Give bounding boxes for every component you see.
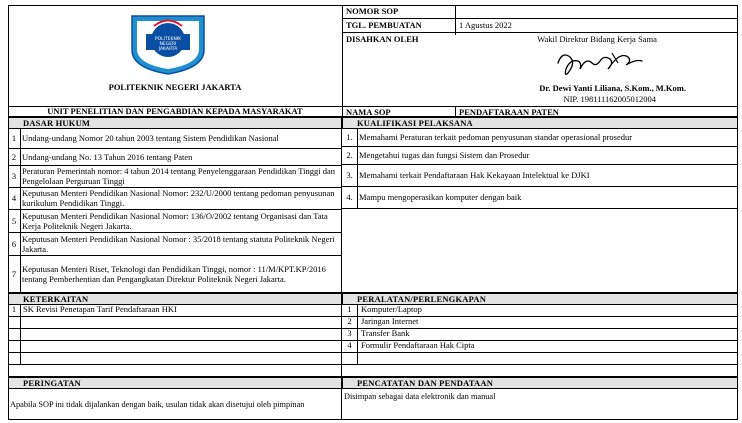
dasar_hukum-row: [8, 129, 342, 149]
peralatan-row-text: Formulir Pendaftaraan Hak Cipta: [361, 340, 475, 350]
nomor-sop-value: [456, 6, 736, 8]
peralatan-row-number: 4: [347, 340, 352, 350]
signer-name: Dr. Dewi Yanti Liliana, S.Kom., M.Kom.: [539, 83, 686, 93]
dasar_hukum-row-number: 3: [11, 171, 17, 182]
keterkaitan-table: [8, 305, 342, 377]
signature: [548, 47, 648, 84]
peralatan-header: PERALATAN/PERLENGKAPAN: [342, 293, 738, 305]
kualifikasi-row: [342, 165, 738, 187]
kualifikasi-row: [342, 147, 738, 165]
pencatatan-box: [342, 389, 738, 420]
tgl-pembuatan-label: TGL. PEMBUATAN: [346, 20, 422, 30]
dasar_hukum-row: [8, 149, 342, 166]
peringatan-box: [8, 389, 342, 420]
kualifikasi-row-text: Memahami terkait Pendaftaraan Hak Kekayaan Intelektual ke DJKI: [359, 170, 590, 181]
kualifikasi-row-text: Mengetahui tugas dan fungsi Sistem dan Prosedur: [359, 150, 530, 161]
dasar_hukum-row-number: 1: [11, 133, 17, 144]
logo-text-1: POLITEKNIK: [154, 37, 182, 42]
kualifikasi-row: [342, 129, 738, 147]
disahkan-oleh-label: DISAHKAN OLEH: [346, 34, 419, 44]
kualifikasi-row-text: Memahami Peraturan terkait pedoman penyusunan standar operasional prosedur: [359, 132, 633, 143]
nama-sop-label: NAMA SOP: [346, 107, 391, 117]
dasar_hukum-row-number: 7: [11, 268, 17, 279]
tgl-pembuatan-value: 1 Agustus 2022: [459, 20, 512, 30]
dasar_hukum-row-number: 4: [11, 193, 17, 204]
dasar_hukum-row: [8, 188, 342, 210]
peralatan-row-number: 2: [347, 316, 352, 326]
kualifikasi-row: [342, 187, 738, 209]
kualifikasi-table: [342, 129, 738, 293]
peringatan-text: Apabila SOP ini tidak dijalankan dengan baik, usulan tidak akan disetujui oleh pimpinan: [10, 400, 305, 409]
kualifikasi-row-number: 4.: [346, 192, 353, 203]
dasar_hukum-row-number: 5: [11, 215, 17, 226]
dasar_hukum-row-text: Keputusan Menteri Riset, Teknologi dan Pendidikan Tinggi, nomor : 11/M/KPT.KP/2016 tentang Pemberhentian dan Pengangkatan Direktur Politeknik Negeri Jakarta.: [22, 263, 326, 284]
dasar_hukum-row-text: Peraturan Pemerintah nomor: 4 tahun 2014 tentang Penyelenggaraan Pendidikan Tinggi dan Pengelolaan Perguruan Tinggi: [22, 166, 336, 186]
pencatatan-text: Disimpan sebagai data elektronik dan manual: [344, 392, 496, 401]
dasar-hukum-header: DASAR HUKUM: [8, 117, 342, 129]
keterkaitan-row-text: SK Revisi Penetapan Tarif Pendaftaraan HKI: [23, 304, 177, 314]
kualifikasi-row-number: 1.: [346, 132, 353, 143]
dasar_hukum-row: [8, 210, 342, 233]
peralatan-row-number: 3: [347, 328, 352, 338]
dasar_hukum-row-text: Keputusan Menteri Pendidikan Nasional Nomor : 35/2018 tentang statuta Politeknik Negeri Jakarta.: [22, 233, 335, 254]
kualifikasi-row-number: 3.: [346, 170, 353, 181]
dasar_hukum-row-number: 6: [11, 238, 17, 249]
logo-text-2: NEGERI: [159, 42, 177, 47]
peralatan-row-text: Transfer Bank: [361, 328, 410, 338]
peralatan-row-text: Komputer/Laptop: [361, 304, 422, 314]
institution-logo: [126, 10, 210, 76]
dasar_hukum-row-number: 2: [11, 151, 17, 162]
dasar_hukum-row: [8, 233, 342, 256]
hline-1: [342, 18, 738, 19]
dasar_hukum-row-text: Keputusan Menteri Pendidikan Nasional Nomor: 232/U/2000 tentang pedoman penyusunan kurikulum Pendidikan Tinggi.: [22, 188, 335, 208]
dasar_hukum-row: [8, 256, 342, 293]
logo-text-3: JAKARTA: [158, 47, 178, 52]
kualifikasi-header: KUALIFIKASI PELAKSANA: [342, 117, 738, 129]
signer-title: Wakil Direktur Bidang Kerja Sama: [537, 34, 657, 44]
peralatan-row-number: 1: [347, 304, 352, 314]
nomor-sop-label: NOMOR SOP: [346, 6, 399, 16]
dasar_hukum-row-text: Undang-undang No. 13 Tahun 2016 tentang Paten: [22, 151, 193, 162]
pencatatan-header: PENCATATAN DAN PENDATAAN: [342, 377, 738, 389]
dasar-hukum-table: [8, 129, 342, 293]
peralatan-table: [342, 305, 738, 377]
peringatan-header: PERINGATAN: [8, 377, 342, 389]
dasar_hukum-row-text: Keputusan Menteri Pendidikan Nasional Nomor: 136/O/2002 tentang Organisasi dan Tata Kerja Politeknik Negeri Jakarta.: [22, 210, 328, 231]
peralatan-row-text: Jaringan Internet: [361, 316, 419, 326]
nama-sop-value: PENDAFTARAAN PATEN: [459, 107, 559, 117]
keterkaitan-header: KETERKAITAN: [8, 293, 342, 305]
kualifikasi-row-number: 2.: [346, 150, 353, 161]
keterkaitan-row-number: 1: [11, 304, 17, 314]
unit-name: UNIT PENELITIAN DAN PENGABDIAN KEPADA MASYARAKAT: [47, 106, 303, 116]
dasar_hukum-row: [8, 166, 342, 188]
signer-nip: NIP. 198111162005012004: [563, 94, 656, 104]
kualifikasi-row-text: Mampu mengoperasikan komputer dengan baik: [359, 192, 522, 203]
institution-name: POLITEKNIK NEGERI JAKARTA: [108, 82, 242, 92]
dasar_hukum-row-text: Undang-undang Nomor 20 tahun 2003 tentang Sistem Pendidikan Nasional: [22, 133, 279, 144]
hline-2: [342, 32, 738, 33]
